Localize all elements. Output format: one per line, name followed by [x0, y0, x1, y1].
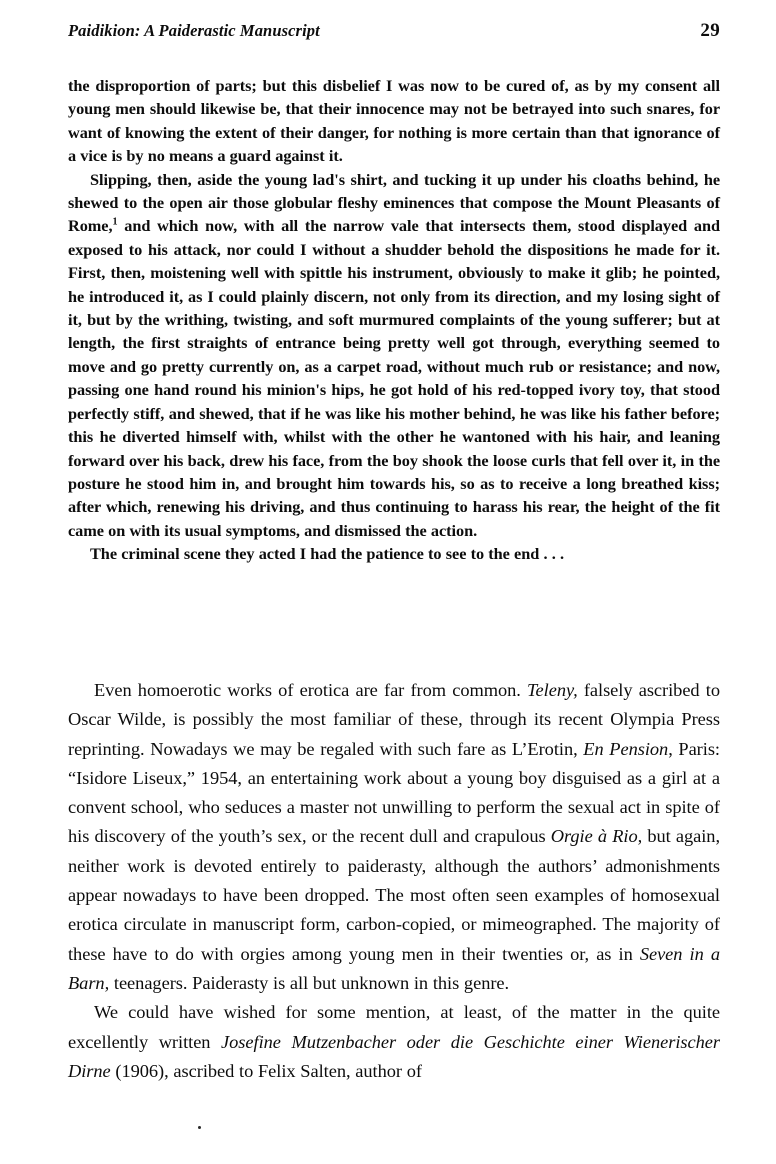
extract-paragraph-3-text: The criminal scene they acted I had the patience to see to the end . . . — [90, 544, 564, 564]
main-p1-segment-1: Even homoerotic works of erotica are far from common. — [94, 680, 528, 700]
main-paragraph-2 — [68, 998, 720, 1086]
work-title-orgie-a-rio: Orgie à Rio, — [550, 826, 643, 847]
running-head — [68, 20, 720, 46]
scan-speck — [198, 1126, 201, 1129]
main-p2-segment-2: (1906), ascribed to Felix Salten, author of — [110, 1060, 422, 1081]
page-number: 29 — [700, 20, 720, 41]
extract-paragraph-1 — [68, 74, 720, 168]
main-p1-segment-5: teenagers. Paiderasty is all but unknown in this genre. — [109, 972, 510, 993]
running-title: Paidikion: A Paiderastic Manuscript — [68, 21, 320, 40]
footnote-marker: 1 — [112, 217, 118, 229]
quoted-extract-block — [68, 74, 720, 566]
main-p2-segment-1: We could have wished for some mention, at least, of the matter in the quite excellently written — [68, 1002, 720, 1052]
main-p1-segment-3: , Paris: “Isidore Liseux,” 1954, an entertaining work about a young boy disguised as a girl at a convent school, who seduces a master not unwilling to perform the sexual act in spite of his discovery of the youth’s sex, or the recent dull and crapulous — [68, 738, 720, 847]
extract-paragraph-3 — [68, 542, 720, 565]
extract-paragraph-2 — [68, 168, 720, 543]
main-p1-segment-4: but again, neither work is devoted entirely to paiderasty, although the authors’ admonishments appear nowadays to have been dropped. The most often seen examples of homosexual erotica circulate in manuscript form, carbon-copied, or mimeographed. The majority of these have to do with orgies among young men in their twenties or, as in — [68, 826, 720, 964]
work-title-en-pension: En Pension — [583, 738, 669, 759]
main-p1-segment-2: falsely ascribed to Oscar Wilde, is possibly the most familiar of these, through its recent Olympia Press reprinting. Nowadays we may be regaled with such fare as L’Erotin, — [68, 680, 720, 759]
work-title-teleny: Teleny, — [527, 680, 578, 700]
extract-paragraph-2-text-part-2: and which now, with all the narrow vale that intersects them, stood displayed and exposed to his attack, nor could I without a shudder behold the dispositions he made for it. First, then, moistening well with spittle his instrument, obviously to make it glib; he pointed, he introduced it, as I could plainly discern, not only from its direction, and my losing sight of it, but by the writhing, twisting, and soft murmured complaints of the young sufferer; but at length, the first straights of entrance being pretty well got through, everything seemed to move and go pretty currently on, as a carpet road, without much rub or resistance; and now, passing one hand round his minion's hips, he got hold of his red-topped ivory toy, that stood perfectly stiff, and shewed, that if he was like his mother behind, he was like his father before; this he diverted himself with, whilst with the other he wantoned with his hair, and leaning forward over his back, drew his face, from the boy shook the loose curls that fell over it, in the posture he stood him in, and brought him towards his, so as to receive a long breathed kiss; after which, renewing his driving, and thus continuing to harass his rear, the height of the fit came on with its usual symptoms, and dismissed the action. — [68, 216, 720, 540]
work-title-josefine-mutzenbacher: Josefine Mutzenbacher oder die Geschichte einer Wienerischer Dirne — [68, 1031, 720, 1081]
work-title-seven-in-a-barn: Seven in a Barn, — [68, 943, 720, 993]
main-text-block — [68, 676, 720, 1086]
main-paragraph-1 — [68, 676, 720, 998]
extract-paragraph-2-text-part-1: Slipping, then, aside the young lad's shirt, and tucking it up under his cloaths behind, he shewed to the open air those globular fleshy eminences that compose the Mount Pleasants of Rome, — [68, 169, 720, 236]
extract-paragraph-1-text: the disproportion of parts; but this disbelief I was now to be cured of, as by my consent all young men should likewise be, that their innocence may not be betrayed into such snares, for want of knowing the extent of their danger, for nothing is more certain than that ignorance of a vice is by no means a guard against it. — [68, 76, 720, 166]
